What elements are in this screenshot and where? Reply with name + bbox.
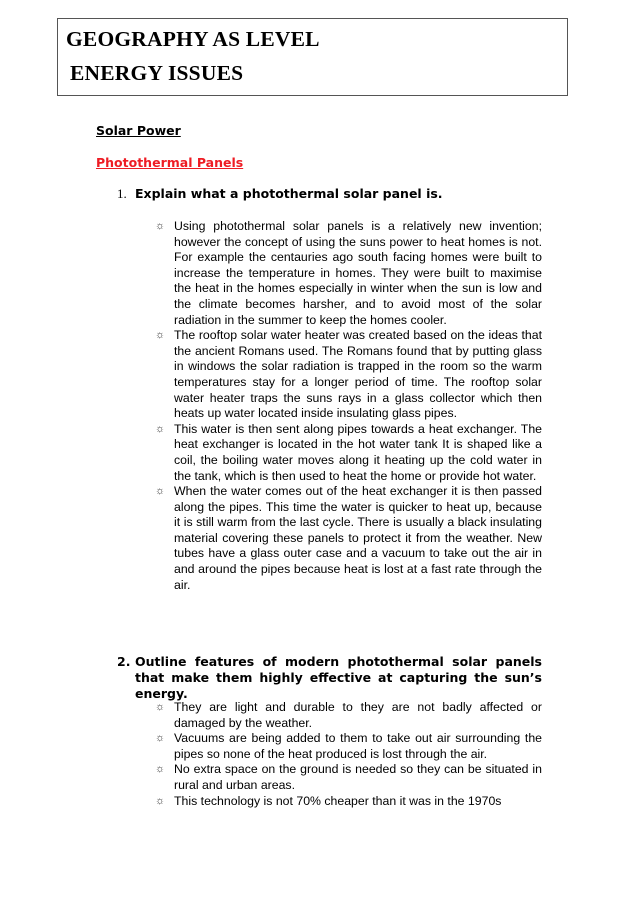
list-item: ☼ Vacuums are being added to them to take out air surrounding the pipes so none of the heat produced is lost through the air.	[155, 731, 542, 761]
title-box	[57, 18, 568, 96]
question-1-text: Explain what a photothermal solar panel is.	[135, 186, 443, 201]
section-subheading: Photothermal Panels	[96, 155, 244, 170]
list-item: ☼ No extra space on the ground is needed so they can be situated in rural and urban areas.	[155, 762, 542, 792]
list-item: ☼ This water is then sent along pipes towards a heat exchanger. The heat exchanger is located in the hot water tank It is shaped like a coil, the boiling water moves along it heating up the cold water in the tank, which is then used to heat the home or provide hot water.	[155, 421, 542, 483]
section-heading: Solar Power	[96, 123, 181, 138]
sun-bullet-icon: ☼	[155, 701, 166, 713]
list-item: ☼ Using photothermal solar panels is a relatively new invention; however the concept of using the suns power to heat homes is not. For example the centauries ago south facing homes were built to increase the temperature in homes. They were built to maximise the heat in the homes especially in winter when the sun is low and the climate becomes harsher, and to avoid most of the solar radiation in the summer to keep the homes cooler.	[155, 219, 542, 327]
question-2-answer-list	[155, 700, 542, 809]
document-title: GEOGRAPHY AS LEVEL	[66, 27, 320, 51]
sun-bullet-icon: ☼	[155, 732, 166, 745]
question-2-text: Outline features of modern photothermal solar panels that make them highly effective at capturing the sun’s energy.	[135, 654, 542, 701]
list-item: ☼ They are light and durable to they are not badly affected or damaged by the weather.	[155, 700, 542, 730]
sun-bullet-icon: ☼	[155, 485, 166, 498]
sun-bullet-icon: ☼	[155, 794, 166, 807]
list-item: ☼ The rooftop solar water heater was created based on the ideas that the ancient Romans used. The Romans found that by putting glass in windows the solar radiation is trapped in the room so the warm temperatures stay for a longer period of time. The rooftop solar water heater traps the suns rays in a glass collector which then heats up water located inside insulating glass pipes.	[155, 328, 542, 421]
list-item: ☼ This technology is not 70% cheaper than it was in the 1970s	[155, 793, 502, 808]
sun-bullet-icon: ☼	[155, 422, 166, 435]
sun-bullet-icon: ☼	[155, 329, 166, 342]
question-1-answer-list	[155, 219, 542, 593]
question-2-number: 2.	[117, 654, 131, 669]
document-subtitle: ENERGY ISSUES	[70, 61, 244, 85]
sun-bullet-icon: ☼	[155, 763, 166, 776]
question-1-number: 1.	[117, 186, 127, 201]
sun-bullet-icon: ☼	[155, 220, 166, 232]
list-item: ☼ When the water comes out of the heat exchanger it is then passed along the pipes. This time the water is quicker to heat up, because it is still warm from the last cycle. There is usually a black insulating material covering these panels to protect it from the weather. New tubes have a glass outer case and a vacuum to take out the air in and around the pipes because heat is lost at a fast rate through the air.	[155, 484, 542, 592]
